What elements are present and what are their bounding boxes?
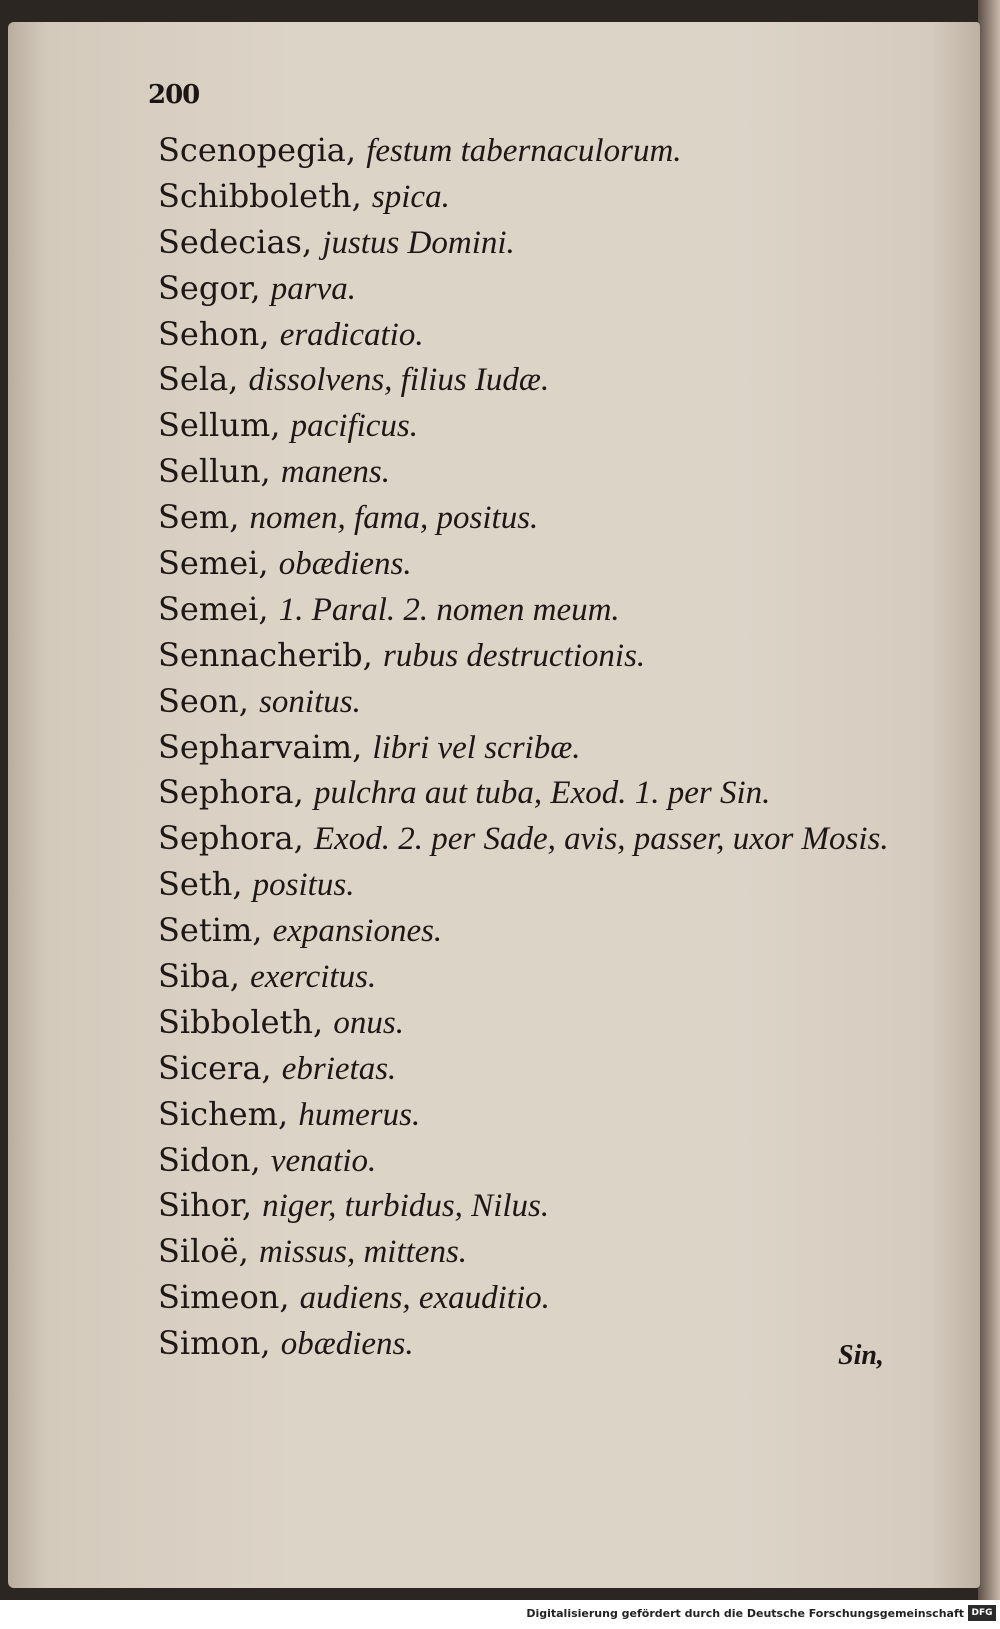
glossary-list [158,128,938,1367]
entry-headword: Sehon, [158,314,270,353]
glossary-entry [158,357,938,403]
glossary-entry [158,541,938,587]
glossary-entry [158,312,938,358]
entry-headword: Simeon, [158,1278,290,1317]
glossary-entry [158,1000,938,1046]
catchword: Sin, [838,1340,884,1371]
entry-headword: Sem, [158,498,240,537]
footer-credit: Digitalisierung gefördert durch die Deutsche Forschungsgemeinschaft [526,1607,964,1620]
glossary-entry [158,220,938,266]
entry-gloss: venatio. [270,1142,377,1179]
entry-headword: Sichem, [158,1094,289,1133]
entry-headword: Sellun, [158,452,271,491]
entry-gloss: exercitus. [250,959,377,996]
entry-gloss: positus. [252,867,355,904]
entry-headword: Setim, [158,911,263,950]
glossary-entry [158,908,938,954]
entry-headword: Sibboleth, [158,1002,324,1041]
entry-headword: Siba, [158,957,240,996]
entry-headword: Seth, [158,865,243,904]
entry-gloss: obædiens. [278,546,412,583]
entry-headword: Segor, [158,268,261,307]
entry-headword: Sephora, [158,773,304,812]
glossary-entry [158,1046,938,1092]
glossary-entry [158,816,938,862]
entry-gloss: audiens, exauditio. [299,1280,550,1317]
entry-gloss: manens. [280,454,390,491]
glossary-entry [158,770,938,816]
entry-headword: Sedecias, [158,222,313,261]
entry-headword: Schibboleth, [158,176,362,215]
entry-headword: Simon, [158,1324,271,1363]
glossary-entry [158,403,938,449]
entry-gloss: 1. Paral. 2. nomen meum. [278,591,620,628]
entry-gloss: rubus destructionis. [382,637,646,674]
entry-gloss: ebrietas. [281,1050,397,1087]
entry-headword: Sidon, [158,1140,261,1179]
entry-gloss: niger, turbidus, Nilus. [262,1188,550,1225]
glossary-entry [158,266,938,312]
entry-gloss: onus. [333,1004,404,1041]
entry-headword: Sephora, [158,819,304,858]
glossary-entry [158,1275,938,1321]
entry-gloss: eradicatio. [279,316,424,353]
entry-gloss: missus, mittens. [258,1234,468,1271]
entry-gloss: Exod. 2. per Sade, avis, passer, uxor Mosis. [313,821,889,858]
footer-bar [0,1600,1000,1629]
glossary-entry [158,954,938,1000]
entry-gloss: justus Domini. [322,224,515,261]
book-edge [978,0,1000,1600]
entry-gloss: obædiens. [280,1326,414,1363]
glossary-entry [158,1092,938,1138]
glossary-entry [158,495,938,541]
entry-gloss: festum tabernaculorum. [366,133,682,169]
glossary-entry [158,633,938,679]
entry-headword: Sennacherib, [158,635,373,674]
entry-gloss: spica. [371,178,450,215]
glossary-entry [158,725,938,771]
glossary-entry [158,1183,938,1229]
glossary-entry [158,587,938,633]
entry-gloss: pacificus. [290,408,419,445]
glossary-entry [158,128,938,174]
entry-gloss: expansiones. [272,913,443,950]
entry-headword: Seon, [158,681,249,720]
glossary-entry [158,679,938,725]
glossary-entry [158,1321,938,1367]
entry-gloss: parva. [270,270,356,307]
glossary-entry [158,1229,938,1275]
entry-headword: Sihor, [158,1186,252,1225]
entry-gloss: libri vel scribæ. [372,729,581,766]
entry-gloss: sonitus. [259,683,361,720]
entry-headword: Sela, [158,360,239,399]
glossary-entry [158,449,938,495]
entry-headword: Sellum, [158,406,281,445]
page-number: 200 [148,80,200,110]
dfg-logo-icon: DFG [968,1605,996,1621]
entry-gloss: dissolvens, filius Iudæ. [248,362,550,399]
entry-headword: Sepharvaim, [158,727,363,766]
entry-headword: Siloë, [158,1232,249,1271]
entry-headword: Scenopegia, [158,131,357,169]
glossary-entry [158,174,938,220]
entry-gloss: humerus. [298,1096,421,1133]
entry-headword: Semei, [158,589,269,628]
entry-headword: Sicera, [158,1048,272,1087]
entry-gloss: nomen, fama, positus. [249,500,539,537]
glossary-entry [158,862,938,908]
glossary-entry [158,1138,938,1184]
entry-headword: Semei, [158,544,269,583]
entry-gloss: pulchra aut tuba, Exod. 1. per Sin. [313,775,771,812]
